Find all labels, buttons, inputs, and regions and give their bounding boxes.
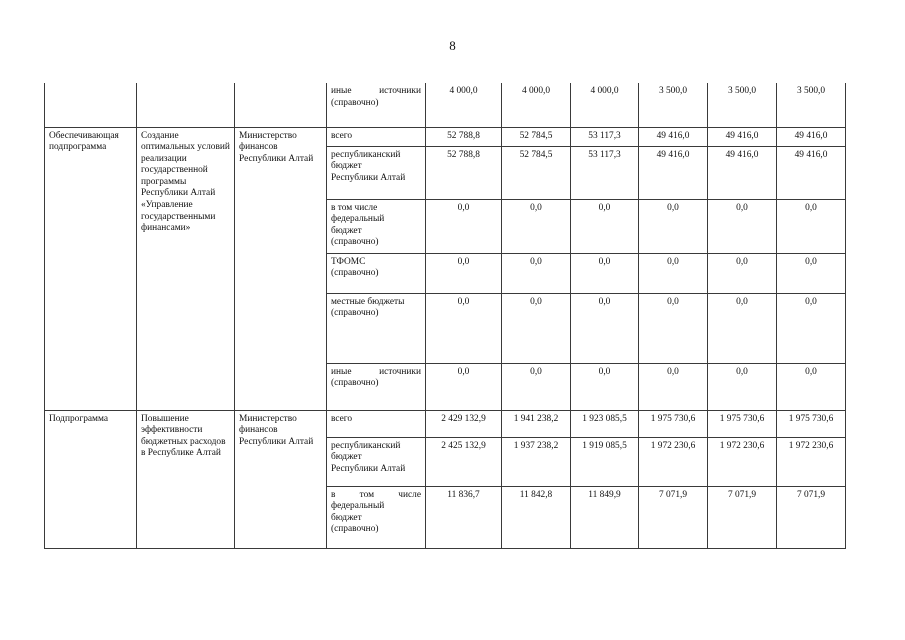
budget-table: [44, 83, 846, 549]
source-cell: всего: [327, 127, 426, 146]
source-cell: республиканский бюджет Республики Алтай: [327, 146, 426, 199]
value-cell: 0,0: [571, 253, 639, 293]
value-cell: 0,0: [502, 293, 571, 363]
value-cell: 0,0: [426, 199, 502, 253]
source-cell: республиканский бюджет Республики Алтай: [327, 437, 426, 486]
value-cell: 52 784,5: [502, 146, 571, 199]
value-cell: 7 071,9: [639, 486, 708, 548]
value-cell: 1 937 238,2: [502, 437, 571, 486]
value-cell: 0,0: [639, 199, 708, 253]
value-cell: 0,0: [502, 363, 571, 410]
name-cell: [137, 83, 235, 127]
value-cell: 52 784,5: [502, 127, 571, 146]
value-cell: 7 071,9: [708, 486, 777, 548]
value-cell: 1 919 085,5: [571, 437, 639, 486]
value-cell: 1 941 238,2: [502, 410, 571, 437]
value-cell: 0,0: [777, 253, 846, 293]
source-cell: иные источники (справочно): [327, 363, 426, 410]
value-cell: 49 416,0: [777, 127, 846, 146]
executor-cell: [235, 83, 327, 127]
executor-cell: Министерство финансов Республики Алтай: [235, 127, 327, 410]
value-cell: 1 923 085,5: [571, 410, 639, 437]
value-cell: 11 842,8: [502, 486, 571, 548]
value-cell: 0,0: [571, 363, 639, 410]
value-cell: 52 788,8: [426, 146, 502, 199]
value-cell: 1 972 230,6: [777, 437, 846, 486]
name-cell: Создание оптимальных условий реализации государственной программы Республики Алтай «Управление государственными финансами»: [137, 127, 235, 410]
value-cell: 53 117,3: [571, 127, 639, 146]
value-cell: 11 849,9: [571, 486, 639, 548]
value-cell: 0,0: [639, 363, 708, 410]
value-cell: 52 788,8: [426, 127, 502, 146]
value-cell: 1 975 730,6: [639, 410, 708, 437]
value-cell: 0,0: [639, 293, 708, 363]
value-cell: 2 429 132,9: [426, 410, 502, 437]
status-cell: Обеспечивающая подпрограмма: [45, 127, 137, 410]
executor-cell: Министерство финансов Республики Алтай: [235, 410, 327, 548]
value-cell: 0,0: [708, 253, 777, 293]
value-cell: 1 975 730,6: [777, 410, 846, 437]
value-cell: 0,0: [502, 253, 571, 293]
value-cell: 0,0: [571, 199, 639, 253]
value-cell: 1 975 730,6: [708, 410, 777, 437]
value-cell: 4 000,0: [502, 83, 571, 127]
value-cell: 3 500,0: [708, 83, 777, 127]
value-cell: 49 416,0: [639, 146, 708, 199]
value-cell: 0,0: [777, 199, 846, 253]
value-cell: 0,0: [571, 293, 639, 363]
value-cell: 49 416,0: [708, 146, 777, 199]
value-cell: 4 000,0: [571, 83, 639, 127]
value-cell: 0,0: [708, 199, 777, 253]
value-cell: 1 972 230,6: [708, 437, 777, 486]
value-cell: 3 500,0: [777, 83, 846, 127]
value-cell: 0,0: [639, 253, 708, 293]
source-cell: всего: [327, 410, 426, 437]
value-cell: 49 416,0: [777, 146, 846, 199]
value-cell: 0,0: [426, 293, 502, 363]
value-cell: 49 416,0: [708, 127, 777, 146]
page-number: 8: [449, 38, 456, 53]
source-cell: ТФОМС (справочно): [327, 253, 426, 293]
value-cell: 4 000,0: [426, 83, 502, 127]
status-cell: [45, 83, 137, 127]
source-cell: в том числе федеральный бюджет (справочно): [327, 199, 426, 253]
value-cell: 1 972 230,6: [639, 437, 708, 486]
value-cell: 0,0: [502, 199, 571, 253]
value-cell: 53 117,3: [571, 146, 639, 199]
value-cell: 7 071,9: [777, 486, 846, 548]
table-row: [45, 127, 846, 146]
name-cell: Повышение эффективности бюджетных расходов в Республике Алтай: [137, 410, 235, 548]
value-cell: 0,0: [708, 363, 777, 410]
source-cell: в том числе федеральный бюджет (справочно): [327, 486, 426, 548]
value-cell: 0,0: [777, 363, 846, 410]
value-cell: 0,0: [777, 293, 846, 363]
value-cell: 11 836,7: [426, 486, 502, 548]
source-cell: местные бюджеты (справочно): [327, 293, 426, 363]
status-cell: Подпрограмма: [45, 410, 137, 548]
value-cell: 2 425 132,9: [426, 437, 502, 486]
table-row: [45, 410, 846, 437]
value-cell: 3 500,0: [639, 83, 708, 127]
value-cell: 0,0: [426, 363, 502, 410]
value-cell: 0,0: [708, 293, 777, 363]
table-row: [45, 83, 846, 127]
source-cell: иные источники (справочно): [327, 83, 426, 127]
value-cell: 49 416,0: [639, 127, 708, 146]
value-cell: 0,0: [426, 253, 502, 293]
